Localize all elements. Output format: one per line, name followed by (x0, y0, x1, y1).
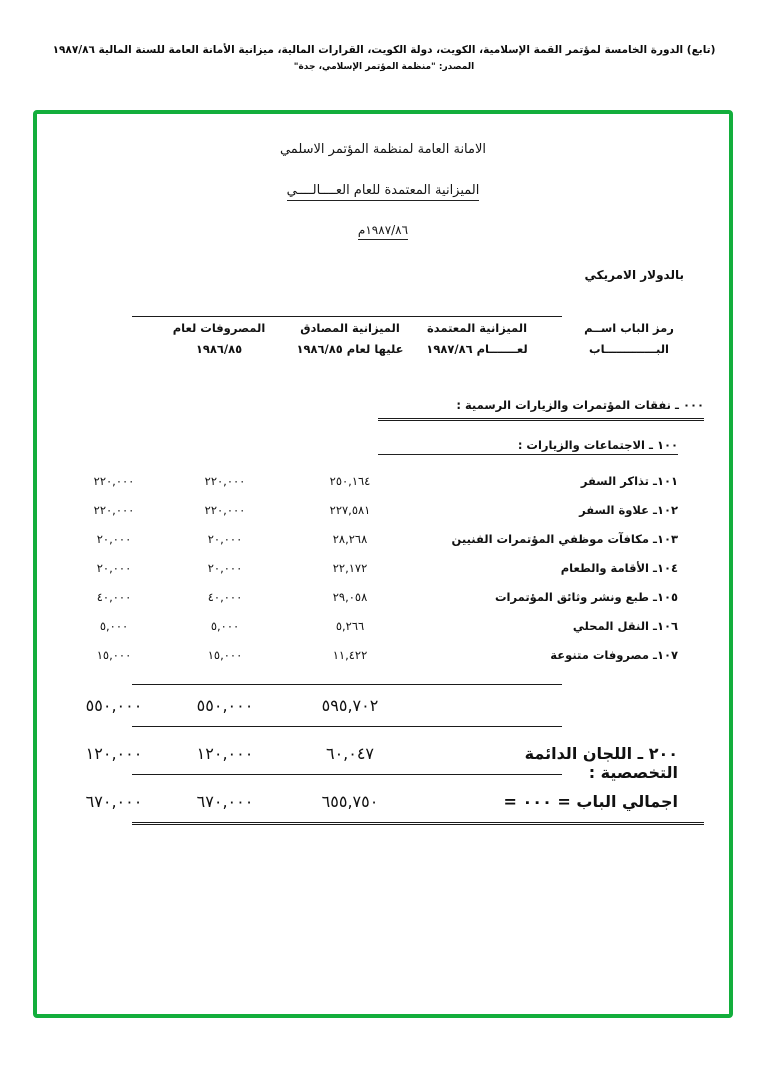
scanned-budget-sheet (52, 126, 714, 916)
row-label: ١٠٤ـ الأقامة والطعام (560, 561, 678, 575)
column-header-expenses-1986 (154, 318, 284, 359)
row-adopted-1987: ٢٠,٠٠٠ (96, 561, 132, 575)
row-expenses-1986: ٥,٢٦٦ (335, 619, 365, 633)
section-c-adopted-1987: ١٢٠,٠٠٠ (85, 744, 143, 763)
fiscal-year: ١٩٨٧/٨٦م (358, 223, 408, 240)
row-adopted-1987: ٢٢٠,٠٠٠ (93, 503, 135, 517)
row-expenses-1986: ١١,٤٢٢ (332, 648, 368, 662)
row-expenses-1986: ٢٩,٠٥٨ (332, 590, 368, 604)
subtotal-top-rule (132, 684, 562, 685)
section-c-row (52, 744, 714, 782)
budget-rows (52, 474, 714, 811)
row-approved-1986: ١٥,٠٠٠ (207, 648, 243, 662)
organization-title: الامانة العامة لمنظمة المؤتمر الاسلمي (279, 142, 487, 157)
row-label: ١٠٦ـ النقل المحلي (572, 619, 678, 633)
row-expenses-1986: ٢٨,٢٦٨ (332, 532, 368, 546)
subtotal-row (52, 696, 714, 722)
column-header-approved-1986 (286, 318, 414, 359)
column-header-code: رمز الباب اســم البـــــــــــــاب (584, 321, 674, 356)
table-row (52, 590, 714, 619)
row-expenses-1986: ٢٢٧,٥٨١ (329, 503, 371, 517)
row-adopted-1987: ٢٠,٠٠٠ (96, 532, 132, 546)
subtotal-bottom-rule (132, 726, 562, 727)
row-expenses-1986: ٢٢,١٧٢ (332, 561, 368, 575)
row-label: ١٠١ـ تذاكر السفر (580, 474, 678, 488)
section-heading-conferences: ٠٠٠ ـ نفقات المؤتمرات والزيارات الرسمية : (456, 398, 704, 412)
row-expenses-1986: ٢٥٠,١٦٤ (329, 474, 371, 488)
grand-total-expenses-1986: ٦٥٥,٧٥٠ (321, 792, 379, 811)
sheet-title-block (52, 142, 714, 240)
column-header-adopted-1987 (418, 318, 536, 359)
row-adopted-1987: ٢٢٠,٠٠٠ (93, 474, 135, 488)
section-c-approved-1986: ١٢٠,٠٠٠ (196, 744, 254, 763)
section-heading-meetings: ١٠٠ ـ الاجتماعات والزيارات : (378, 438, 678, 455)
row-approved-1986: ٢٠,٠٠٠ (207, 561, 243, 575)
table-row (52, 619, 714, 648)
currency-note: بالدولار الامريكي (584, 268, 684, 282)
header-source-line: (تابع) الدورة الخامسة لمؤتمر القمة الإسلامية، الكويت، دولة الكويت، القرارات المالية، ميزانية الأمانة العامة للسنة المالية ١٩٨٧/٨٦ (52, 44, 716, 56)
column-header-expenses-1986-line2: ١٩٨٦/٨٥ (195, 341, 243, 356)
subtotal-expenses-1986: ٥٩٥,٧٠٢ (321, 696, 379, 715)
column-header-approved-1986-line2: عليها لعام ١٩٨٦/٨٥ (296, 341, 404, 356)
column-header-adopted-1987-line1: الميزانية المعتمدة (426, 321, 528, 335)
row-label: ١٠٣ـ مكافآت موظفي المؤتمرات الفنيين (451, 532, 678, 546)
grand-total-row (52, 792, 714, 818)
column-header-adopted-1987-line2: لعـــــــام ١٩٨٧/٨٦ (426, 341, 528, 356)
row-label: ١٠٧ـ مصروفات متنوعة (550, 648, 678, 662)
grand-total-bottom-rule (132, 822, 704, 825)
section-c-label: ٢٠٠ ـ اللجان الدائمة التخصصية : (524, 744, 678, 782)
subtotal-adopted-1987: ٥٥٠,٠٠٠ (85, 696, 143, 715)
table-row (52, 648, 714, 677)
grand-total-approved-1986: ٦٧٠,٠٠٠ (196, 792, 254, 811)
header-attribution-line: المصدر: "منظمة المؤتمر الإسلامي، جدة" (293, 62, 475, 72)
row-approved-1986: ٤٠,٠٠٠ (207, 590, 243, 604)
row-adopted-1987: ٤٠,٠٠٠ (96, 590, 132, 604)
section-c-expenses-1986: ٦٠,٠٤٧ (325, 744, 375, 763)
total-top-rule (132, 774, 562, 775)
row-adopted-1987: ٥,٠٠٠ (99, 619, 129, 633)
table-row (52, 503, 714, 532)
row-adopted-1987: ١٥,٠٠٠ (96, 648, 132, 662)
table-column-headers (52, 314, 714, 376)
column-header-approved-1986-line1: الميزانية المصادق (300, 321, 400, 335)
row-approved-1986: ٢٠,٠٠٠ (207, 532, 243, 546)
row-approved-1986: ٥,٠٠٠ (210, 619, 240, 633)
row-approved-1986: ٢٢٠,٠٠٠ (204, 474, 246, 488)
document-header (0, 44, 768, 72)
table-row (52, 532, 714, 561)
row-label: ١٠٥ـ طبع ونشر وثائق المؤتمرات (494, 590, 678, 604)
table-row (52, 474, 714, 503)
grand-total-adopted-1987: ٦٧٠,٠٠٠ (85, 792, 143, 811)
row-label: ١٠٢ـ علاوة السفر (579, 503, 678, 517)
subtotal-approved-1986: ٥٥٠,٠٠٠ (196, 696, 254, 715)
column-header-expenses-1986-line1: المصروفات لعام (172, 321, 266, 335)
section-a-rule (378, 418, 704, 421)
budget-title: الميزانية المعتمدة للعام العــــالــــي (287, 183, 480, 201)
row-approved-1986: ٢٢٠,٠٠٠ (204, 503, 246, 517)
table-row (52, 561, 714, 590)
grand-total-label: اجمالي الباب = ٠٠٠ = (503, 792, 678, 811)
